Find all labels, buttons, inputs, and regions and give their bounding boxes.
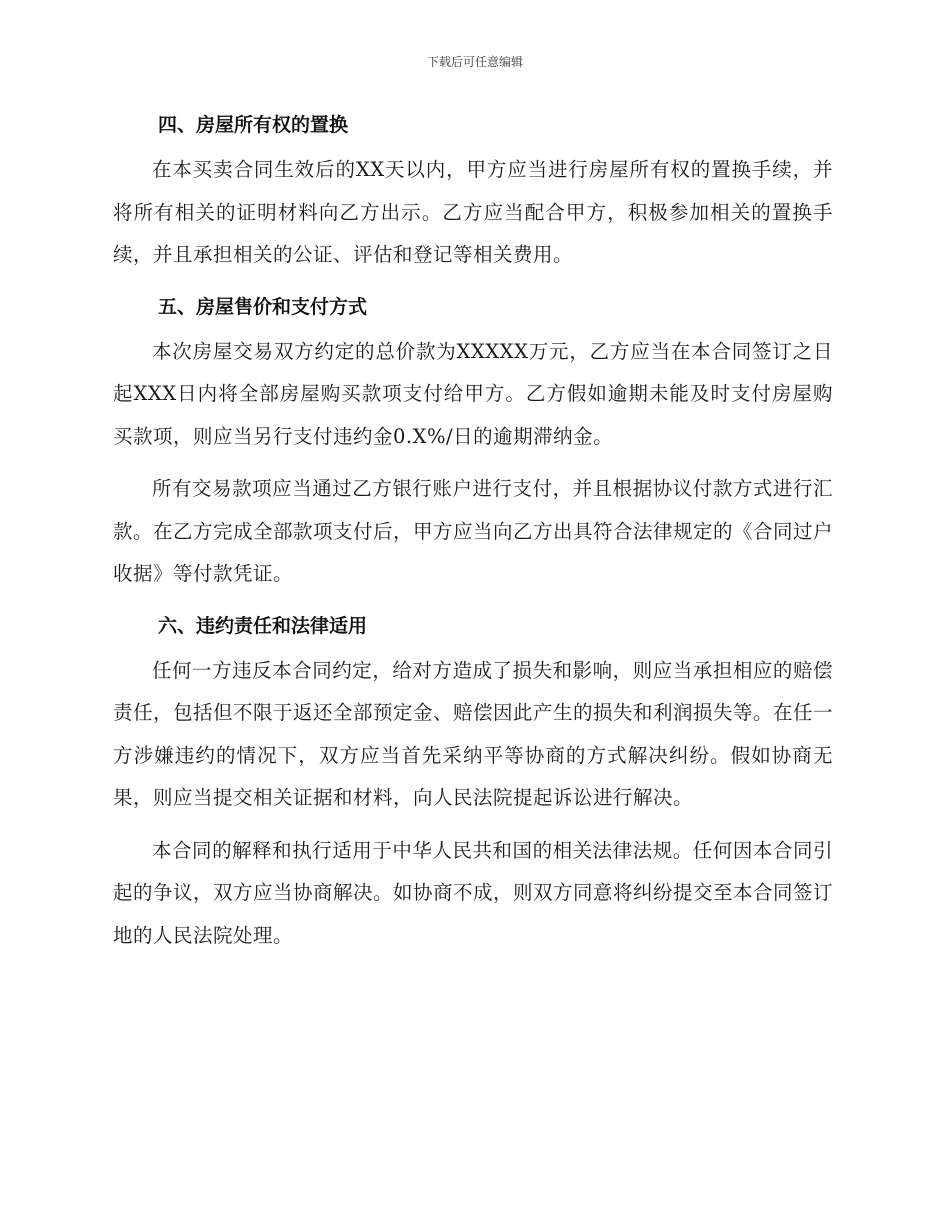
paragraph: 本合同的解释和执行适用于中华人民共和国的相关法律法规。任何因本合同引起的争议，双方应当协商解决。如协商不成，则双方同意将纠纷提交至本合同签订地的人民法院处理。	[113, 838, 834, 947]
section-liability-law	[113, 612, 833, 958]
section-heading: 五、房屋售价和支付方式	[158, 295, 368, 318]
section-heading: 六、违约责任和法律适用	[158, 614, 368, 637]
document-body	[113, 111, 833, 957]
page-header-note: 下载后可任意编辑	[426, 55, 523, 69]
section-ownership-transfer	[113, 111, 833, 277]
section-price-payment	[113, 293, 833, 596]
section-heading: 四、房屋所有权的置换	[158, 114, 349, 136]
paragraph: 本次房屋交易双方约定的总价款为XXXXX万元，乙方应当在本合同签订之日起XXX日内将全部房屋购买款项支付给甲方。乙方假如逾期未能及时支付房屋购买款项，则应当另行支付违约金0.X%/日的逾期滞纳金。	[113, 339, 833, 448]
paragraph: 任何一方违反本合同约定，给对方造成了损失和影响，则应当承担相应的赔偿责任，包括但不限于返还全部预定金、赔偿因此产生的损失和利润损失等。在任一方涉嫌违约的情况下，双方应当首先采纳平等协商的方式解决纠纷。假如协商无果，则应当提交相关证据和材料，向人民法院提起诉讼进行解决。	[113, 658, 834, 809]
paragraph: 所有交易款项应当通过乙方银行账户进行支付，并且根据协议付款方式进行汇款。在乙方完成全部款项支付后，甲方应当向乙方出具符合法律规定的《合同过户收据》等付款凭证。	[113, 477, 834, 585]
paragraph: 在本买卖合同生效后的XX天以内，甲方应当进行房屋所有权的置换手续，并将所有相关的证明材料向乙方出示。乙方应当配合甲方，积极参加相关的置换手续，并且承担相关的公证、评估和登记等相关费用。	[113, 158, 833, 266]
